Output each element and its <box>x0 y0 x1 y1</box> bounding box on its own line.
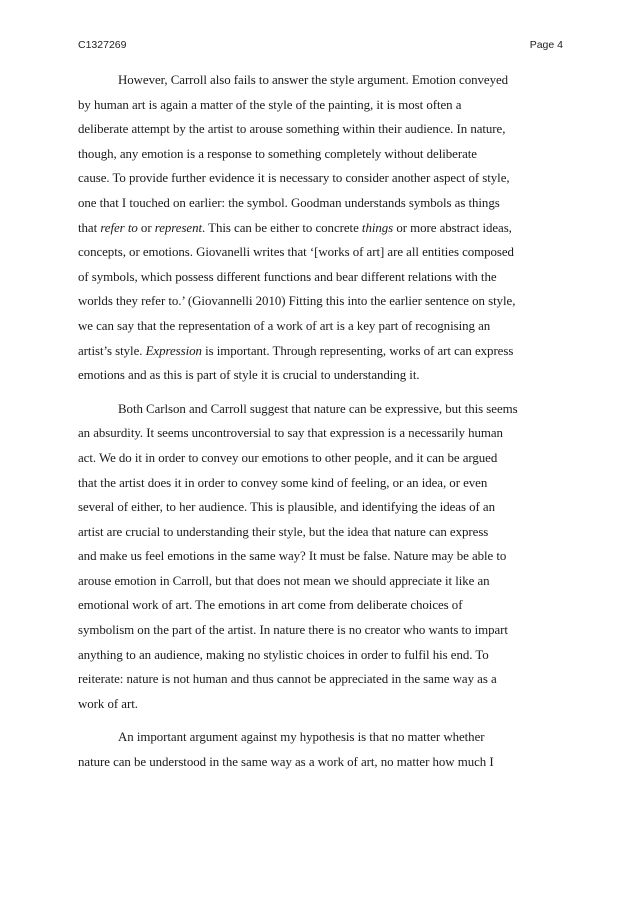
text-segment: and make us feel emotions in the same way? It must be false. Nature may be able to <box>78 549 507 564</box>
text-line <box>78 725 548 750</box>
text-segment: though, any emotion is a response to something completely without deliberate <box>78 146 477 161</box>
text-line <box>78 544 548 569</box>
text-line <box>78 446 548 471</box>
text-line <box>78 421 548 446</box>
text-line <box>78 363 548 388</box>
text-line <box>78 643 548 668</box>
text-line <box>78 618 548 643</box>
text-segment: or more abstract ideas, <box>393 220 512 235</box>
text-segment: However, Carroll also fails to answer the style argument. Emotion conveyed <box>118 73 509 87</box>
text-line <box>78 397 548 422</box>
text-segment: is important. Through representing, works of art can express <box>201 343 514 358</box>
text-segment: nature can be understood in the same way as a work of art, no matter how much I <box>78 755 494 770</box>
text-line <box>78 495 548 520</box>
text-segment: Both Carlson and Carroll suggest that nature can be expressive, but this seems <box>118 401 518 416</box>
text-line <box>78 117 548 142</box>
text-line <box>78 750 548 775</box>
text-segment: by human art is again a matter of the style of the painting, it is most often a <box>78 97 462 112</box>
text-line <box>78 166 548 191</box>
text-line <box>78 289 548 314</box>
emphasis-text: refer to <box>100 220 138 235</box>
page-number: Page 4 <box>529 39 563 51</box>
text-line <box>78 692 548 717</box>
text-segment: artist are crucial to understanding their style, but the idea that nature can express <box>78 524 489 539</box>
paragraph-gap <box>78 716 548 725</box>
text-segment: an absurdity. It seems uncontroversial to say that expression is a necessarily human <box>78 426 503 441</box>
text-line <box>78 68 548 93</box>
text-segment: worlds they refer to.’ (Giovannelli 2010) Fitting this into the earlier sentence on style, <box>78 294 516 309</box>
document-id: C1327269 <box>78 39 127 51</box>
text-segment: several of either, to her audience. This is plausible, and identifying the ideas of an <box>78 500 495 515</box>
text-line <box>78 265 548 290</box>
text-segment: cause. To provide further evidence it is necessary to consider another aspect of style, <box>78 171 510 186</box>
text-line <box>78 191 548 216</box>
text-segment: artist’s style. <box>78 343 146 358</box>
text-segment: arouse emotion in Carroll, but that does not mean we should appreciate it like an <box>78 573 490 588</box>
text-segment: that <box>78 220 101 235</box>
text-line <box>78 667 548 692</box>
body-text <box>78 68 548 775</box>
text-segment: emotional work of art. The emotions in art come from deliberate choices of <box>78 598 463 613</box>
paragraph <box>78 725 548 774</box>
text-line <box>78 471 548 496</box>
paragraph-gap <box>78 388 548 397</box>
text-segment: An important argument against my hypothesis is that no matter whether <box>118 730 485 745</box>
text-line <box>78 520 548 545</box>
text-segment: symbolism on the part of the artist. In nature there is no creator who wants to impart <box>78 623 508 638</box>
text-line <box>78 93 548 118</box>
text-segment: deliberate attempt by the artist to arouse something within their audience. In nature, <box>78 122 506 137</box>
text-line <box>78 593 548 618</box>
page-header <box>78 39 563 53</box>
text-segment: or <box>137 220 155 235</box>
text-segment: of symbols, which possess different functions and bear different relations with the <box>78 269 497 284</box>
text-line <box>78 216 548 241</box>
paragraph <box>78 68 548 388</box>
text-segment: act. We do it in order to convey our emotions to other people, and it can be argued <box>78 450 498 465</box>
text-line <box>78 339 548 364</box>
emphasis-text: things <box>361 220 394 235</box>
text-segment: one that I touched on earlier: the symbol. Goodman understands symbols as things <box>78 195 500 210</box>
text-segment: work of art. <box>78 696 138 711</box>
text-line <box>78 314 548 339</box>
text-segment: concepts, or emotions. Giovanelli writes that ‘[works of art] are all entities composed <box>78 245 514 260</box>
text-segment: emotions and as this is part of style it is crucial to understanding it. <box>78 368 420 383</box>
text-segment: . This can be either to concrete <box>202 220 362 235</box>
emphasis-text: Expression <box>145 343 202 358</box>
text-segment: anything to an audience, making no stylistic choices in order to fulfil his end. To <box>78 647 489 662</box>
text-line <box>78 142 548 167</box>
text-segment: we can say that the representation of a work of art is a key part of recognising an <box>78 318 491 333</box>
emphasis-text: represent <box>154 220 203 235</box>
paragraph <box>78 397 548 717</box>
text-line <box>78 569 548 594</box>
text-segment: reiterate: nature is not human and thus cannot be appreciated in the same way as a <box>78 672 497 687</box>
text-segment: that the artist does it in order to convey some kind of feeling, or an idea, or even <box>78 475 488 490</box>
text-line <box>78 240 548 265</box>
